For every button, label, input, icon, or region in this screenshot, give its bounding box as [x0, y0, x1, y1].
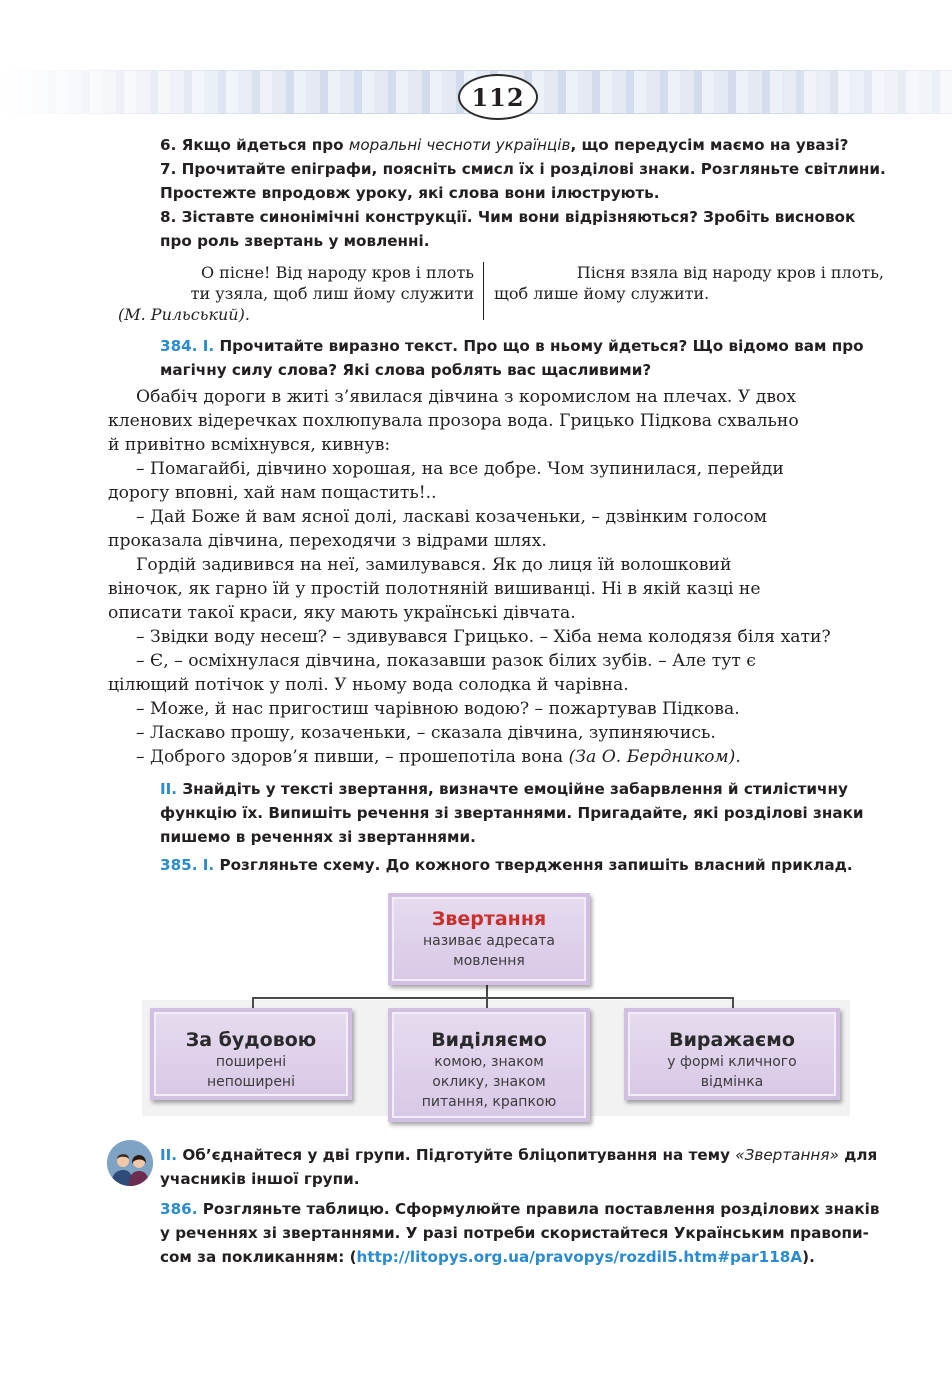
diagram-box-address-title: Звертання: [431, 908, 547, 930]
epigraph-left-line2: ти узяла, щоб лиш йому служити: [190, 284, 474, 303]
text-paragraph-6: [108, 649, 884, 697]
text-line: – Доброго здоров’я пивши, – прошепотіла вона: [136, 747, 569, 767]
text-line: – Може, й нас пригостиш чарівною водою? – пожартував Підкова.: [136, 699, 740, 719]
task-384-line1: Прочитайте виразно текст. Про що в ньому йдеться? Що відомо вам про: [214, 337, 864, 355]
text-line: – Ласкаво прошу, козаченьки, – сказала дівчина, зупиняючись.: [136, 723, 716, 743]
diagram-box-structure-sub1: поширені: [215, 1054, 287, 1070]
text-line: проказала дівчина, переходячи з відрами шлях.: [108, 531, 547, 551]
diagram-box-punctuation-sub3: питання, крапкою: [421, 1094, 557, 1110]
text-paragraph-8: [108, 721, 884, 745]
epigraph-right: [494, 262, 884, 304]
page-number: 112: [458, 74, 538, 120]
task-384-number: 384. І.: [160, 337, 215, 355]
question-6-text: 6. Якщо йдеться про: [160, 136, 349, 154]
diagram-box-expression-sub2: відмінка: [700, 1074, 764, 1090]
text-line: цілющий потічок у полі. У ньому вода солодка й чарівна.: [108, 675, 629, 695]
diagram-box-structure-sub2: непоширені: [207, 1074, 295, 1090]
group-work-icon: [107, 1140, 153, 1186]
text-line: Обабіч дороги в житі з’явилася дівчина з коромислом на плечах. У двох: [136, 387, 797, 407]
diagram-box-expression: [624, 1008, 840, 1100]
task-386-line1: Розгляньте таблицю. Сформулюйте правила поставлення розділових знаків: [197, 1200, 880, 1218]
text-line: кленових відеречках похлюпувала прозора вода. Грицько Підкова схвально: [108, 411, 799, 431]
header-fade: [0, 70, 300, 114]
task-384-line2: магічну силу слова? Які слова роблять вас щасливими?: [160, 361, 652, 379]
task-385-2-line2: учасників іншої групи.: [160, 1170, 360, 1188]
text-line: дорогу вповні, хай нам пощастить!..: [108, 483, 437, 503]
task-384-2: [160, 777, 890, 849]
epigraph-author: (М. Рильський).: [118, 305, 250, 324]
task-385-text: Розгляньте схему. До кожного твердження запишіть власний приклад.: [214, 856, 853, 874]
question-6-end: , що передусім маємо на увазі?: [570, 136, 849, 154]
question-8-line2: про роль звертань у мовленні.: [160, 232, 430, 250]
task-384-2-line2: функцію їх. Випишіть речення зі звертаннями. Пригадайте, які розділові знаки: [160, 804, 864, 822]
diagram-box-punctuation-title: Виділяємо: [431, 1029, 547, 1051]
diagram-box-punctuation-sub2: оклику, знаком: [432, 1074, 546, 1090]
task-384-1: [160, 334, 890, 382]
text-line: віночок, як гарно їй у простій полотняній вишиванці. Ні в якій казці не: [108, 579, 761, 599]
diagram-box-punctuation-sub1: комою, знаком: [434, 1054, 544, 1070]
text-paragraph-4: [108, 553, 884, 625]
text-line: – Є, – осміхнулася дівчина, показавши разок білих зубів. – Але тут є: [136, 651, 756, 671]
text-line: й привітно всміхнувся, кивнув:: [108, 435, 391, 455]
question-6: [160, 133, 890, 157]
text-line: – Помагайбі, дівчино хорошая, на все добре. Чом зупинилася, перейди: [136, 459, 784, 479]
question-8: [160, 205, 890, 253]
question-7-line2: Простежте впродовж уроку, які слова вони ілюструють.: [160, 184, 660, 202]
task-385-2-topic: «Звертання»: [735, 1146, 839, 1164]
text-source: (За О. Бердником).: [568, 747, 741, 767]
header-fade-right: [752, 70, 952, 114]
text-line: описати такої краси, яку мають українські дівчата.: [108, 603, 576, 623]
task-384-2-line1: Знайдіть у тексті звертання, визначте емоційне забарвлення й стилістичну: [177, 780, 848, 798]
diagram-box-expression-title: Виражаємо: [669, 1029, 795, 1051]
diagram-box-structure: [150, 1008, 352, 1100]
text-paragraph-7: [108, 697, 884, 721]
text-line: Гордій задивився на неї, замилувався. Як до лиця їй волошковий: [136, 555, 732, 575]
epigraph-right-line2: щоб лише йому служити.: [494, 284, 710, 303]
task-385-number: 385. І.: [160, 856, 215, 874]
epigraph-left-line1: О пісне! Від народу кров і плоть: [200, 263, 474, 282]
task-385-2-end: для: [838, 1146, 878, 1164]
question-7-line1: 7. Прочитайте епіграфи, поясніть смисл їх і розділові знаки. Розгляньте світлини.: [160, 160, 886, 178]
diagram-box-structure-title: За будовою: [185, 1029, 317, 1051]
text-paragraph-5: [108, 625, 884, 649]
diagram-box-address: [388, 893, 590, 985]
epigraph-left: [108, 262, 474, 304]
epigraph-right-line1: Пісня взяла від народу кров і плоть,: [576, 263, 884, 282]
question-8-line1: 8. Зіставте синонімічні конструкції. Чим вони відрізняються? Зробіть висновок: [160, 208, 856, 226]
task-385-2-text: Об’єднайтеся у дві групи. Підготуйте бліцопитування на тему: [177, 1146, 736, 1164]
diagram-connector-horizontal: [252, 997, 734, 999]
diagram-box-address-sub2: мовлення: [453, 953, 525, 969]
pravopys-link[interactable]: http://litopys.org.ua/pravopys/rozdil5.htm#par118A: [356, 1248, 803, 1266]
text-paragraph-3: [108, 505, 884, 553]
task-386-line2: у реченнях зі звертаннями. У разі потреби скористайтеся Українським правопи-: [160, 1224, 869, 1242]
task-386: [160, 1197, 890, 1269]
task-384-2-number: ІІ.: [160, 780, 178, 798]
task-386-line3-end: ).: [802, 1248, 815, 1266]
text-paragraph-1: [108, 385, 884, 457]
task-385-2: [160, 1143, 890, 1191]
text-line: – Звідки воду несеш? – здивувався Грицько. – Хіба нема колодязя біля хати?: [136, 627, 831, 647]
task-386-number: 386.: [160, 1200, 198, 1218]
diagram-box-expression-sub1: у формі кличного: [667, 1054, 797, 1070]
question-6-italic: моральні чесноти українців: [348, 136, 571, 154]
task-384-2-line3: пишемо в реченнях зі звертаннями.: [160, 828, 476, 846]
task-386-line3: сом за покликанням: (: [160, 1248, 357, 1266]
epigraph-divider: [483, 262, 484, 320]
task-385-2-number: ІІ.: [160, 1146, 178, 1164]
question-7: [160, 157, 890, 205]
text-line: – Дай Боже й вам ясної долі, ласкаві козаченьки, – дзвінким голосом: [136, 507, 768, 527]
diagram-box-address-sub1: називає адресата: [422, 933, 555, 949]
text-paragraph-2: [108, 457, 884, 505]
task-385-1: [160, 853, 890, 877]
text-paragraph-9: [108, 745, 884, 769]
diagram-box-punctuation: [388, 1008, 590, 1122]
